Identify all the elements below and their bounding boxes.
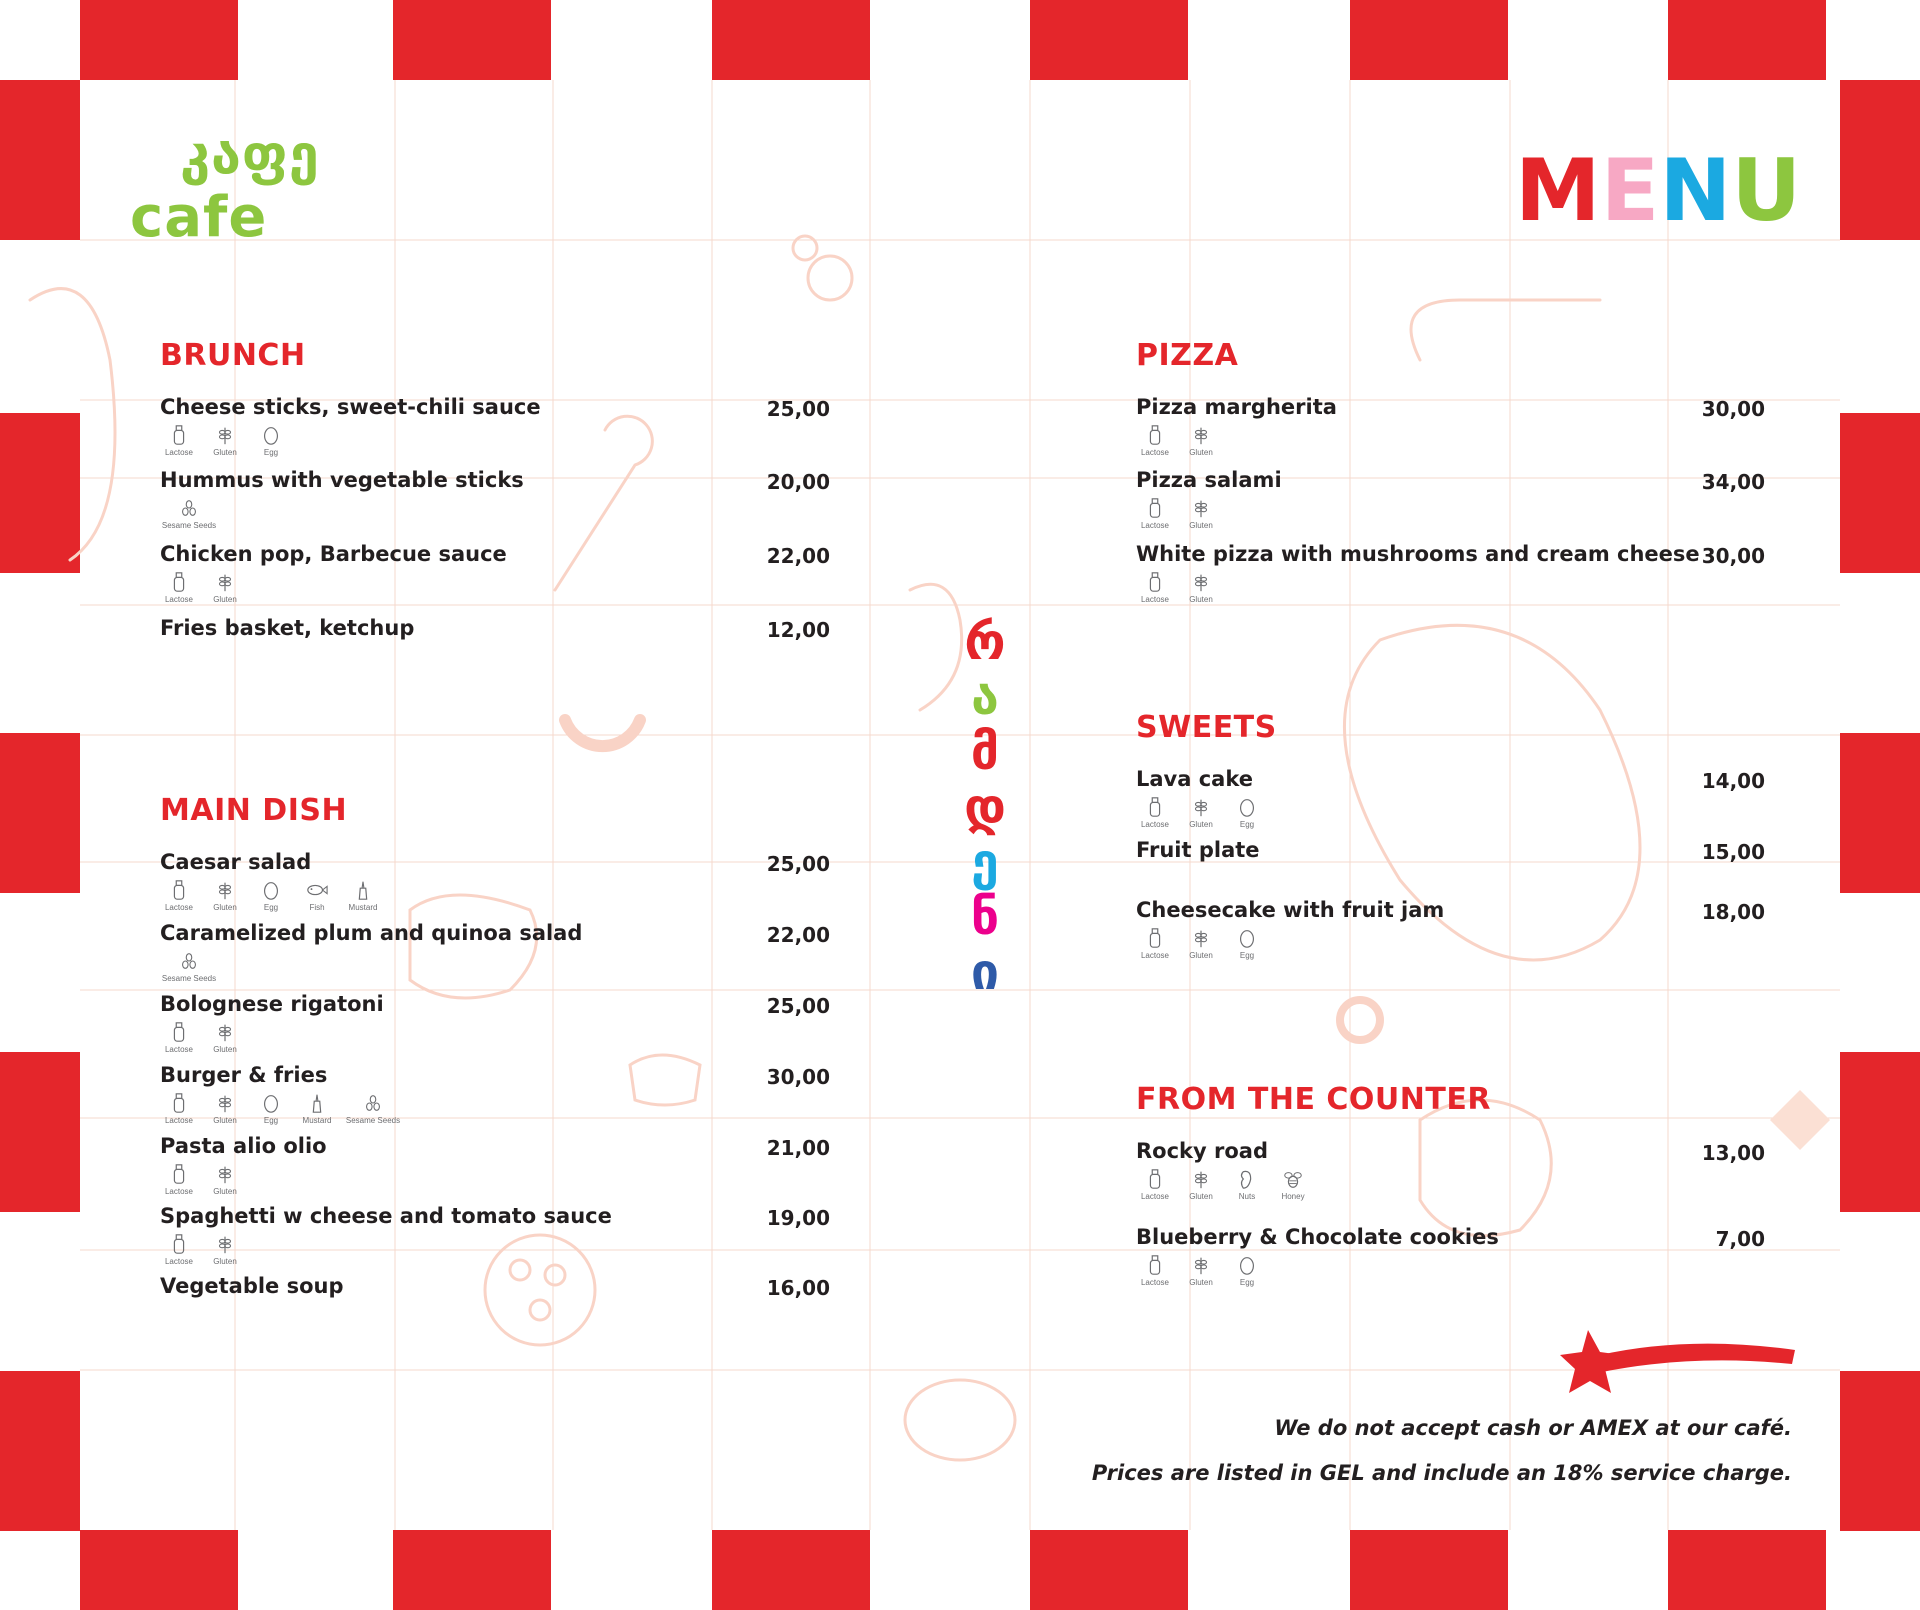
vertical-word-glyph: რ: [964, 613, 1006, 671]
allergen-label: Gluten: [1189, 1192, 1213, 1201]
allergen-badge: [1136, 423, 1174, 457]
menu-item: [160, 1063, 830, 1123]
allergen-label: Lactose: [1140, 595, 1170, 604]
menu-item-name: Burger & fries: [160, 1063, 328, 1087]
vertical-word-glyph: ნ: [970, 888, 1000, 946]
allergen-label: Lactose: [164, 903, 194, 912]
payment-note: We do not accept cash or AMEX at our café.: [1274, 1416, 1792, 1440]
mustard-icon: [352, 878, 374, 902]
allergen-label: Gluten: [1189, 448, 1213, 457]
frame-square-bottom: [1350, 1530, 1508, 1610]
allergen-badge: [1228, 926, 1266, 960]
menu-item-price: 30,00: [766, 1065, 830, 1089]
allergen-label: Lactose: [164, 595, 194, 604]
egg-icon: [260, 878, 282, 902]
menu-item-price: 22,00: [766, 923, 830, 947]
allergen-badge: [206, 423, 244, 457]
allergen-label: Mustard: [302, 1116, 332, 1125]
vertical-word-glyph: ი: [970, 943, 1000, 1001]
frame-square-bottom: [712, 1530, 870, 1610]
allergen-list: [160, 1091, 402, 1125]
frame-square-right: [1840, 80, 1920, 240]
allergen-badge: [206, 1232, 244, 1266]
menu-item-name: Fruit plate: [1136, 838, 1260, 862]
menu-item-name: White pizza with mushrooms and cream cheese: [1136, 542, 1700, 566]
egg-icon: [260, 423, 282, 447]
allergen-label: Egg: [1239, 1278, 1255, 1287]
wheat-icon: [214, 1091, 236, 1115]
menu-item: [1136, 395, 1765, 455]
menu-item: [1136, 1139, 1765, 1199]
menu-item-price: 22,00: [766, 544, 830, 568]
wheat-icon: [214, 1162, 236, 1186]
wheat-icon: [214, 570, 236, 594]
bottle-icon: [1144, 423, 1166, 447]
wheat-icon: [1190, 1167, 1212, 1191]
allergen-label: Egg: [1239, 820, 1255, 829]
allergen-badge: [1136, 1167, 1174, 1201]
frame-square-top: [712, 0, 870, 80]
sesame-icon: [362, 1091, 384, 1115]
allergen-badge: [1182, 1253, 1220, 1287]
wheat-icon: [1190, 570, 1212, 594]
frame-square-right: [1840, 733, 1920, 893]
allergen-label: Gluten: [213, 448, 237, 457]
allergen-badge: [206, 570, 244, 604]
allergen-list: [1136, 1253, 1266, 1287]
menu-item: [1136, 542, 1765, 602]
menu-item-price: 16,00: [766, 1276, 830, 1300]
menu-item: [1136, 838, 1765, 898]
allergen-label: Gluten: [1189, 595, 1213, 604]
wheat-icon: [1190, 423, 1212, 447]
egg-icon: [1236, 795, 1258, 819]
frame-square-bottom: [80, 1530, 238, 1610]
allergen-badge: [160, 423, 198, 457]
menu-item-name: Vegetable soup: [160, 1274, 344, 1298]
bottle-icon: [168, 1020, 190, 1044]
menu-item: [160, 992, 830, 1052]
menu-item-price: 18,00: [1701, 900, 1765, 924]
frame-square-left: [0, 733, 80, 893]
allergen-badge: [1136, 496, 1174, 530]
allergen-list: [1136, 795, 1266, 829]
menu-item: [1136, 1225, 1765, 1285]
menu-item-name: Cheese sticks, sweet-chili sauce: [160, 395, 541, 419]
menu-title-letter: N: [1659, 141, 1732, 241]
allergen-badge: [1136, 795, 1174, 829]
allergen-badge: [1182, 1167, 1220, 1201]
allergen-label: Mustard: [348, 903, 378, 912]
frame-square-bottom: [1668, 1530, 1826, 1610]
vertical-word-glyph: მ: [970, 723, 1000, 781]
allergen-label: Fish: [309, 903, 325, 912]
allergen-list: [160, 1232, 244, 1266]
allergen-badge: [1182, 926, 1220, 960]
frame-square-left: [0, 1371, 80, 1531]
vertical-georgian-word: [925, 615, 1045, 1005]
menu-item: [1136, 767, 1765, 827]
allergen-label: Gluten: [1189, 951, 1213, 960]
allergen-label: Sesame Seeds: [345, 1116, 401, 1125]
vertical-word-glyph: ე: [971, 833, 999, 891]
allergen-badge: [160, 570, 198, 604]
allergen-badge: [252, 1091, 290, 1125]
service-charge-note: Prices are listed in GEL and include an 18% service charge.: [1091, 1461, 1792, 1485]
wheat-icon: [214, 878, 236, 902]
section-title-sweets: SWEETS: [1136, 710, 1277, 745]
menu-item-name: Bolognese rigatoni: [160, 992, 384, 1016]
allergen-label: Lactose: [164, 1116, 194, 1125]
menu-title-letter: E: [1600, 141, 1660, 241]
allergen-label: Egg: [1239, 951, 1255, 960]
allergen-badge: [1182, 570, 1220, 604]
allergen-label: Lactose: [1140, 1278, 1170, 1287]
menu-item: [160, 1204, 830, 1264]
allergen-label: Lactose: [1140, 1192, 1170, 1201]
bottle-icon: [1144, 1167, 1166, 1191]
allergen-label: Lactose: [164, 1187, 194, 1196]
allergen-list: [1136, 570, 1220, 604]
menu-item-price: 19,00: [766, 1206, 830, 1230]
allergen-badge: [160, 1232, 198, 1266]
allergen-badge: [298, 1091, 336, 1125]
sesame-icon: [178, 496, 200, 520]
wheat-icon: [1190, 496, 1212, 520]
menu-item: [160, 542, 830, 602]
menu-item-price: 25,00: [766, 852, 830, 876]
allergen-label: Gluten: [213, 1116, 237, 1125]
menu-item-price: 25,00: [766, 994, 830, 1018]
allergen-label: Gluten: [213, 1257, 237, 1266]
section-title-main-dish: MAIN DISH: [160, 793, 348, 828]
menu-item-name: Pasta alio olio: [160, 1134, 327, 1158]
allergen-badge: [344, 1091, 402, 1125]
menu-item-name: Cheesecake with fruit jam: [1136, 898, 1445, 922]
allergen-list: [1136, 423, 1220, 457]
menu-item-name: Caramelized plum and quinoa salad: [160, 921, 583, 945]
allergen-badge: [206, 1162, 244, 1196]
allergen-badge: [206, 878, 244, 912]
bottle-icon: [1144, 1253, 1166, 1277]
allergen-label: Egg: [263, 448, 279, 457]
allergen-badge: [1182, 496, 1220, 530]
menu-item: [160, 616, 830, 676]
frame-square-left: [0, 80, 80, 240]
allergen-badge: [1136, 926, 1174, 960]
logo-georgian-text: კაფე: [180, 123, 320, 186]
fish-icon: [306, 878, 328, 902]
allergen-badge: [1228, 795, 1266, 829]
menu-title-letter: M: [1515, 141, 1601, 241]
menu-item-name: Caesar salad: [160, 850, 312, 874]
allergen-label: Egg: [263, 1116, 279, 1125]
frame-square-bottom: [393, 1530, 551, 1610]
allergen-list: [160, 1162, 244, 1196]
bee-icon: [1282, 1167, 1304, 1191]
frame-square-left: [0, 413, 80, 573]
allergen-badge: [1136, 1253, 1174, 1287]
allergen-list: [1136, 926, 1266, 960]
frame-square-top: [1350, 0, 1508, 80]
allergen-badge: [1228, 1253, 1266, 1287]
allergen-badge: [206, 1091, 244, 1125]
allergen-badge: [1182, 423, 1220, 457]
bottle-icon: [168, 570, 190, 594]
menu-item: [160, 1134, 830, 1194]
bottle-icon: [1144, 926, 1166, 950]
frame-square-left: [0, 1052, 80, 1212]
allergen-label: Lactose: [1140, 521, 1170, 530]
menu-item-price: 7,00: [1715, 1227, 1765, 1251]
menu-item-name: Spaghetti w cheese and tomato sauce: [160, 1204, 612, 1228]
section-title-pizza: PIZZA: [1136, 338, 1239, 373]
logo-latin-text: cafe: [130, 185, 268, 250]
allergen-label: Sesame Seeds: [161, 521, 217, 530]
allergen-list: [160, 878, 382, 912]
menu-item-price: 20,00: [766, 470, 830, 494]
allergen-list: [160, 423, 290, 457]
frame-square-top: [1030, 0, 1188, 80]
allergen-label: Lactose: [1140, 951, 1170, 960]
egg-icon: [260, 1091, 282, 1115]
frame-square-top: [1668, 0, 1826, 80]
menu-item-name: Rocky road: [1136, 1139, 1268, 1163]
sesame-icon: [178, 949, 200, 973]
menu-item-price: 12,00: [766, 618, 830, 642]
frame-square-right: [1840, 1052, 1920, 1212]
menu-item: [160, 395, 830, 455]
allergen-label: Gluten: [213, 903, 237, 912]
bottle-icon: [168, 1091, 190, 1115]
frame-square-right: [1840, 413, 1920, 573]
menu-item-name: Hummus with vegetable sticks: [160, 468, 524, 492]
allergen-badge: [206, 1020, 244, 1054]
menu-item: [160, 921, 830, 981]
menu-item-name: Blueberry & Chocolate cookies: [1136, 1225, 1499, 1249]
wheat-icon: [1190, 795, 1212, 819]
menu-item-price: 30,00: [1701, 397, 1765, 421]
menu-item: [1136, 898, 1765, 958]
menu-item-price: 25,00: [766, 397, 830, 421]
allergen-label: Lactose: [1140, 820, 1170, 829]
allergen-badge: [160, 949, 218, 983]
allergen-badge: [160, 878, 198, 912]
menu-title-letter: U: [1731, 141, 1802, 241]
menu-item: [160, 1274, 830, 1334]
allergen-list: [160, 496, 218, 530]
mustard-icon: [306, 1091, 328, 1115]
allergen-label: Egg: [263, 903, 279, 912]
menu-item-name: Fries basket, ketchup: [160, 616, 415, 640]
allergen-badge: [160, 1091, 198, 1125]
menu-item-price: 14,00: [1701, 769, 1765, 793]
wheat-icon: [214, 1020, 236, 1044]
allergen-badge: [160, 1162, 198, 1196]
allergen-list: [1136, 1167, 1312, 1201]
menu-title: [1515, 141, 1802, 241]
allergen-badge: [1274, 1167, 1312, 1201]
bottle-icon: [168, 423, 190, 447]
allergen-badge: [1182, 795, 1220, 829]
menu-item-price: 21,00: [766, 1136, 830, 1160]
allergen-list: [1136, 496, 1220, 530]
frame-square-top: [80, 0, 238, 80]
allergen-badge: [160, 496, 218, 530]
allergen-label: Lactose: [1140, 448, 1170, 457]
allergen-list: [160, 570, 244, 604]
allergen-label: Lactose: [164, 1045, 194, 1054]
allergen-badge: [252, 423, 290, 457]
egg-icon: [1236, 1253, 1258, 1277]
wheat-icon: [1190, 926, 1212, 950]
menu-item-price: 13,00: [1701, 1141, 1765, 1165]
menu-item: [160, 468, 830, 528]
allergen-label: Nuts: [1238, 1192, 1256, 1201]
allergen-badge: [1136, 570, 1174, 604]
vertical-word-glyph: ა: [971, 668, 999, 726]
menu-item-price: 30,00: [1701, 544, 1765, 568]
frame-square-top: [393, 0, 551, 80]
allergen-label: Sesame Seeds: [161, 974, 217, 983]
allergen-list: [160, 949, 218, 983]
allergen-label: Gluten: [1189, 1278, 1213, 1287]
menu-item-name: Pizza margherita: [1136, 395, 1337, 419]
cafe-logo: [120, 123, 380, 258]
allergen-badge: [252, 878, 290, 912]
allergen-badge: [160, 1020, 198, 1054]
vertical-word-glyph: დ: [964, 778, 1006, 836]
section-title-brunch: BRUNCH: [160, 338, 306, 373]
allergen-label: Lactose: [164, 1257, 194, 1266]
menu-item: [160, 850, 830, 910]
wheat-icon: [214, 423, 236, 447]
menu-item-price: 15,00: [1701, 840, 1765, 864]
bottle-icon: [1144, 795, 1166, 819]
frame-square-right: [1840, 1371, 1920, 1531]
allergen-label: Gluten: [1189, 820, 1213, 829]
allergen-label: Gluten: [213, 1187, 237, 1196]
nut-icon: [1236, 1167, 1258, 1191]
allergen-label: Gluten: [213, 1045, 237, 1054]
menu-item-name: Pizza salami: [1136, 468, 1282, 492]
menu-item: [1136, 468, 1765, 528]
frame-square-bottom: [1030, 1530, 1188, 1610]
wheat-icon: [214, 1232, 236, 1256]
allergen-label: Gluten: [1189, 521, 1213, 530]
bottle-icon: [168, 1162, 190, 1186]
allergen-badge: [298, 878, 336, 912]
allergen-badge: [1228, 1167, 1266, 1201]
wheat-icon: [1190, 1253, 1212, 1277]
bottle-icon: [1144, 570, 1166, 594]
bottle-icon: [1144, 496, 1166, 520]
allergen-list: [160, 1020, 244, 1054]
egg-icon: [1236, 926, 1258, 950]
bottle-icon: [168, 1232, 190, 1256]
menu-item-name: Lava cake: [1136, 767, 1253, 791]
menu-item-price: 34,00: [1701, 470, 1765, 494]
bottle-icon: [168, 878, 190, 902]
allergen-badge: [344, 878, 382, 912]
section-title-from-the-counter: FROM THE COUNTER: [1136, 1082, 1491, 1117]
allergen-label: Gluten: [213, 595, 237, 604]
allergen-label: Honey: [1281, 1192, 1305, 1201]
star-swoosh-decoration: [1560, 1325, 1800, 1410]
menu-item-name: Chicken pop, Barbecue sauce: [160, 542, 507, 566]
allergen-label: Lactose: [164, 448, 194, 457]
